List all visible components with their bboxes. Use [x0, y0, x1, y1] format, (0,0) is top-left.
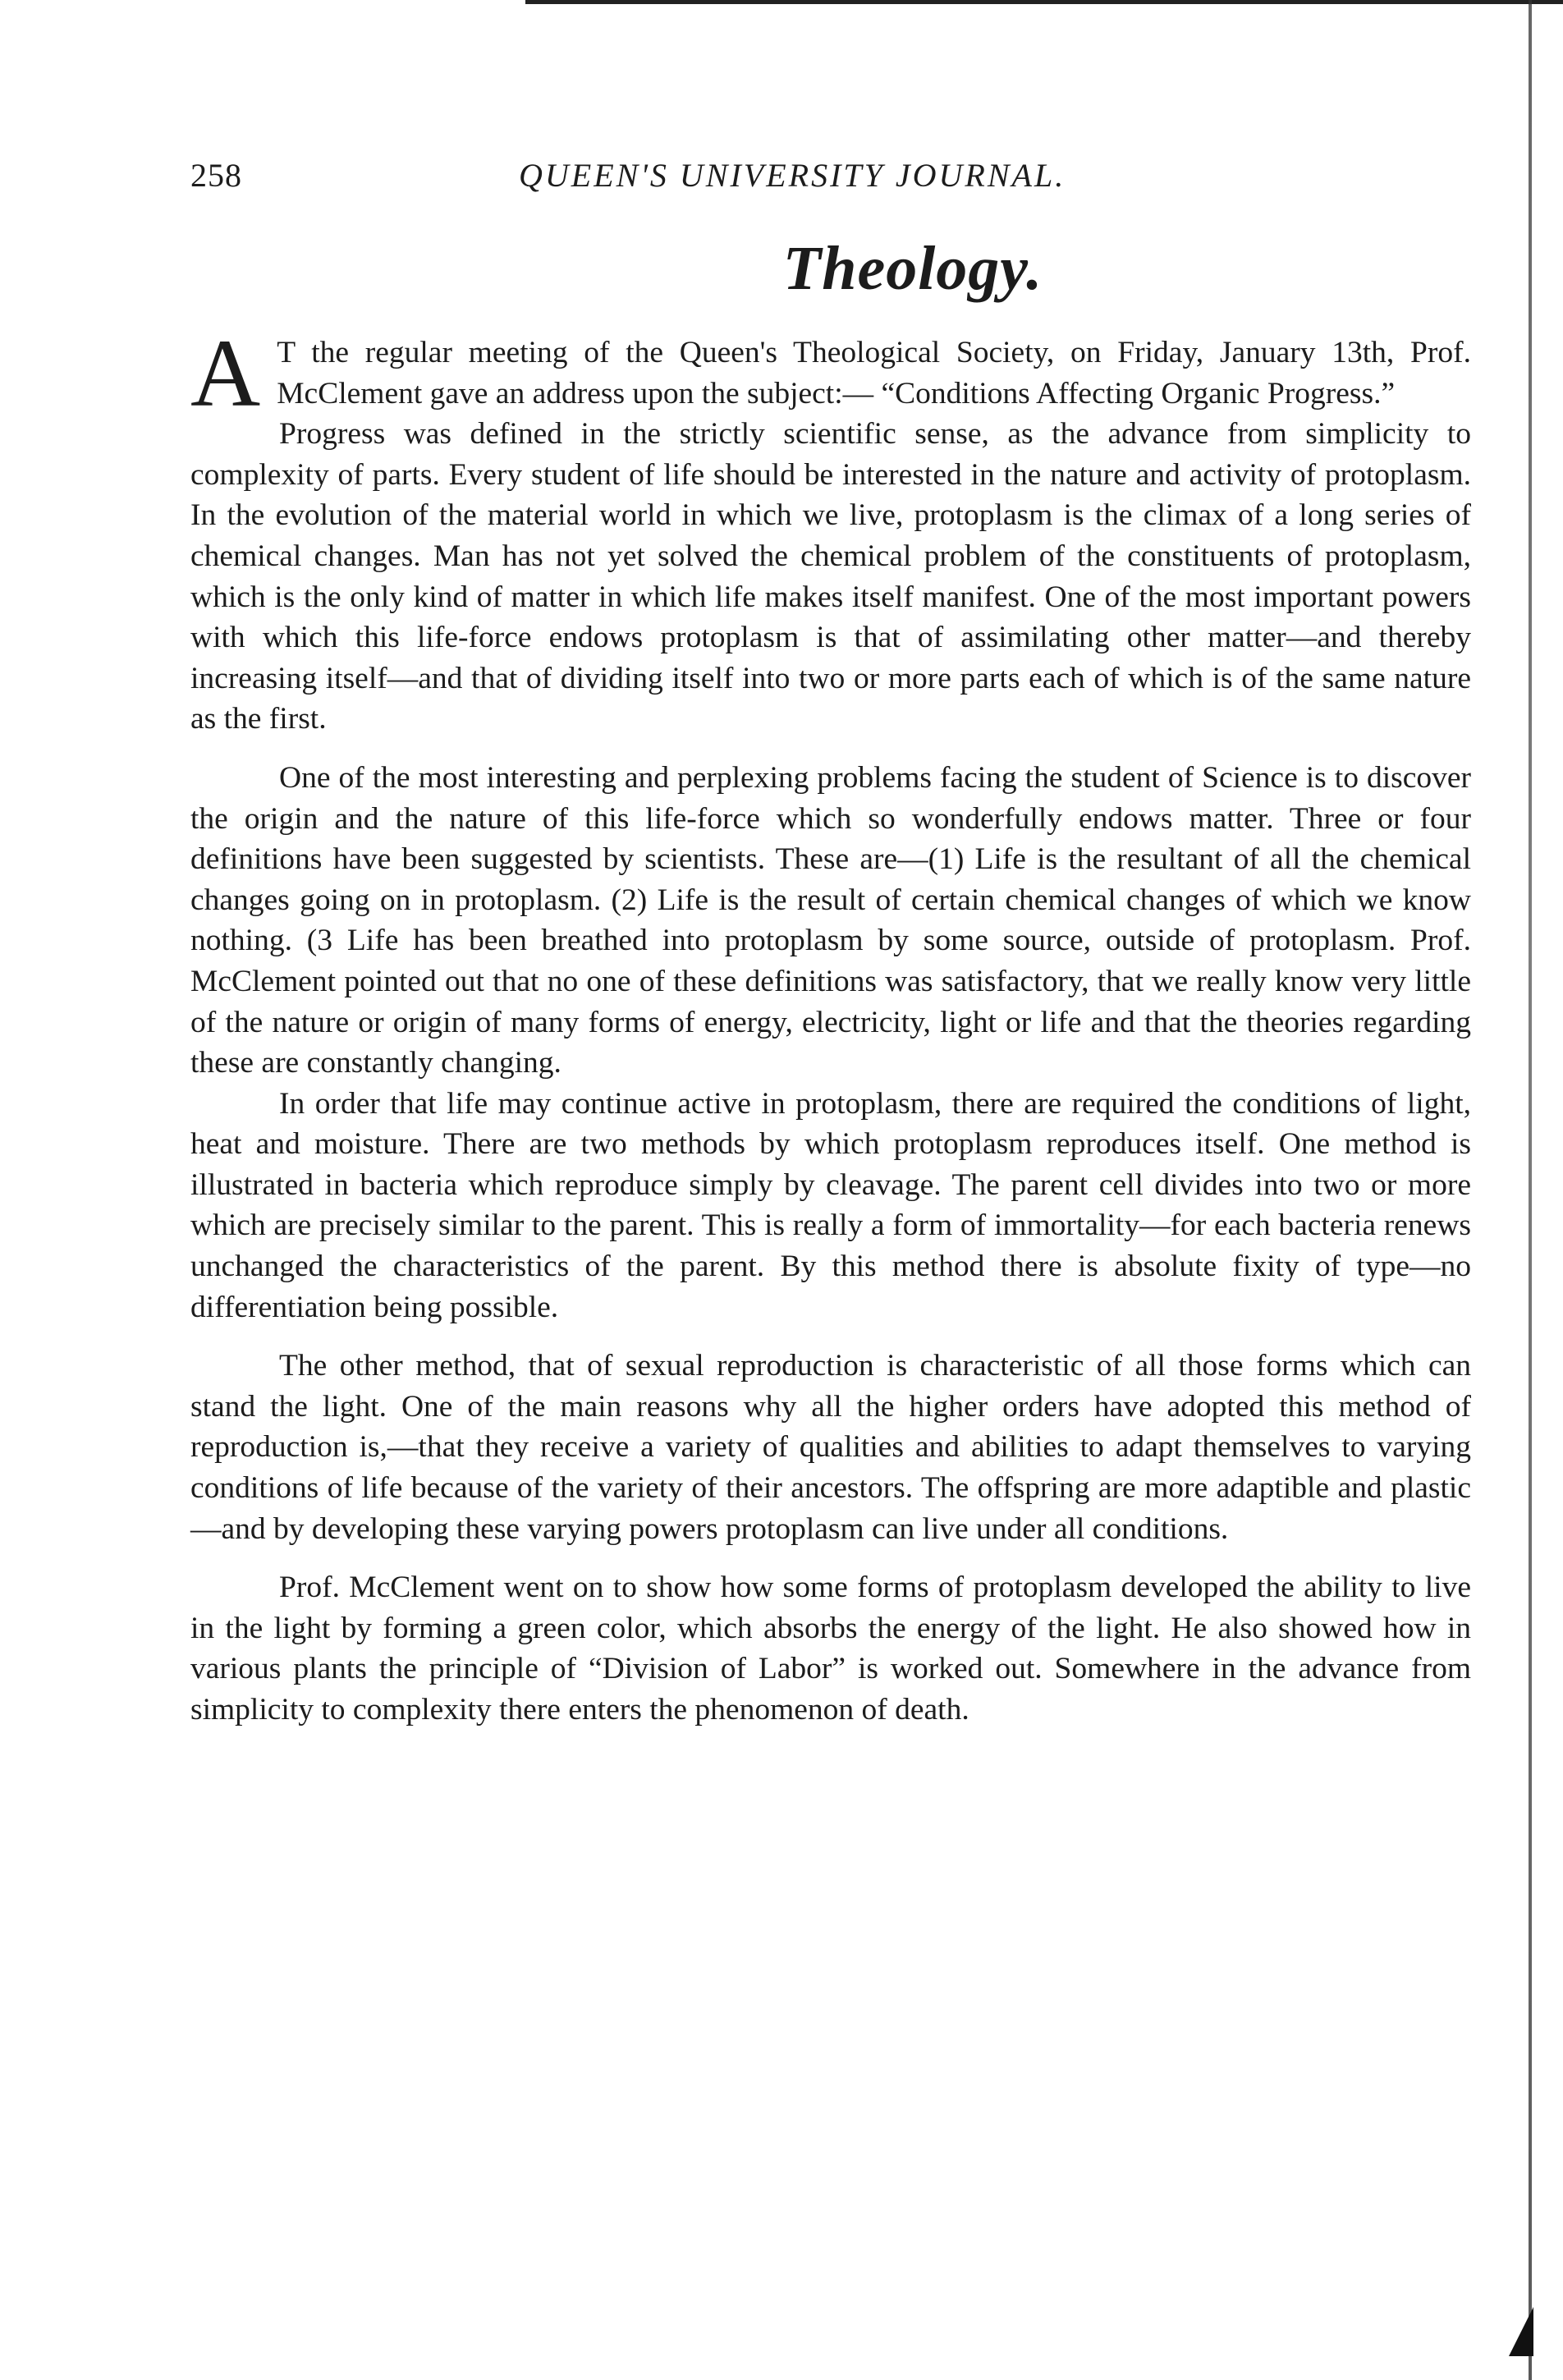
- paragraph-1-text: T the regular meeting of the Queen's Theological Society, on Friday, January 13th, Prof. McClement gave an address upon the subject:— “Conditions Affecting Organic Progress.”: [277, 336, 1471, 410]
- paragraph-6: Prof. McClement went on to show how some forms of protoplasm developed the ability to live in the light by forming a green color, which absorbs the energy of the light. He also showed how in various plants the principle of “Division of Labor” is worked out. Somewhere in the advance from simplicity to complexity there enters the phenomenon of death.: [190, 1571, 1471, 1727]
- journal-title: QUEEN'S UNIVERSITY JOURNAL.: [519, 157, 1066, 194]
- page-number: 258: [190, 157, 242, 194]
- journal-page: [190, 156, 1471, 1731]
- running-head: [190, 156, 1471, 213]
- paragraph-1: [190, 319, 1471, 427]
- scan-corner-mark: [1509, 2307, 1533, 2356]
- scan-top-edge-rule: [525, 0, 1563, 4]
- section-title: Theology.: [782, 234, 1043, 303]
- paragraph-3: One of the most interesting and perplexing problems facing the student of Science is to discover the origin and the nature of this life-force which so wonderfully endows matter. Three or four definitions have been suggested by scientists. These are—(1) Life is the resultant of all the chemical changes going on in protoplasm. (2) Life is the result of certain chemical changes of which we know nothing. (3 Life has been breathed into protoplasm by some source, outside of protoplasm. Prof. McClement pointed out that no one of these definitions was satisfactory, that we really know very little of the nature or origin of many forms of energy, electricity, light or life and that the theories regarding these are constantly changing.: [190, 760, 1471, 1080]
- scan-right-edge-rule: [1529, 0, 1532, 2380]
- paragraph-5: The other method, that of sexual reproduction is characteristic of all those forms which can stand the light. One of the main reasons why all the higher orders have adopted this method of reproduction is,—that they receive a variety of qualities and abilities to adapt themselves to varying conditions of life because of the variety of their ancestors. The offspring are more adaptible and plastic—and by developing these varying powers protoplasm can live under all conditions.: [190, 1349, 1471, 1546]
- drop-cap: A: [190, 319, 261, 427]
- article-body: [190, 319, 1471, 1731]
- paragraph-4: In order that life may continue active in protoplasm, there are required the conditions of light, heat and moisture. There are two methods by which protoplasm reproduces itself. One method is illustrated in bacteria which reproduce simply by cleavage. The parent cell divides into two or more which are precisely similar to the parent. This is really a form of immortality—for each bacteria renews unchanged the characteristics of the parent. By this method there is absolute fixity of type—no differentiation being possible.: [190, 1086, 1471, 1324]
- paragraph-2: Progress was defined in the strictly scientific sense, as the advance from simplicity to complexity of parts. Every student of life should be interested in the nature and activity of protoplasm. In the evolution of the material world in which we live, protoplasm is the climax of a long series of chemical changes. Man has not yet solved the chemical problem of the constituents of protoplasm, which is the only kind of matter in which life makes itself manifest. One of the most important powers with which this life-force endows protoplasm is that of assimilating other matter—and thereby increasing itself—and that of dividing itself into two or more parts each of which is of the same nature as the first.: [190, 417, 1471, 736]
